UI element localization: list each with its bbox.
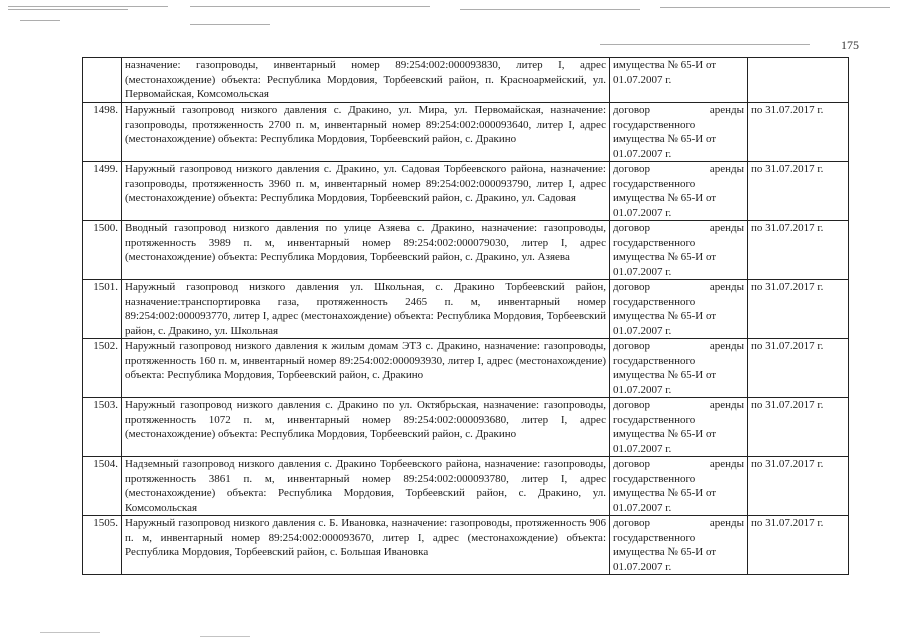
legal-basis — [610, 103, 748, 162]
basis-line — [613, 103, 744, 118]
row-number: 1499. — [83, 162, 122, 221]
table-row — [83, 516, 849, 575]
basis-word: аренды — [709, 104, 744, 116]
basis-word: договор — [613, 517, 650, 529]
row-number: 1498. — [83, 103, 122, 162]
basis-line: 01.07.2007 г. — [613, 73, 672, 86]
basis-line: имущества № 65-И от — [613, 192, 717, 204]
row-number: 1503. — [83, 398, 122, 457]
table-row — [83, 339, 849, 398]
table-row — [83, 162, 849, 221]
object-description: Вводный газопровод низкого давления по улице Азяева с. Дракино, назначение: газопроводы, протяженность 3989 п. м, инвентарный номер 89:254:002:000079030, литер I, адрес (местонахождение) объекта: Республика Мордовия, Торбеевский район, с. Дракино, ул. Азяева — [122, 221, 610, 280]
row-number: 1502. — [83, 339, 122, 398]
basis-line: 01.07.2007 г. — [613, 560, 672, 573]
legal-basis — [610, 516, 748, 575]
basis-word: договор — [613, 222, 650, 234]
basis-line: имущества № 65-И от — [613, 310, 717, 322]
term: по 31.07.2017 г. — [748, 280, 849, 339]
basis-word: договор — [613, 104, 650, 116]
basis-line: имущества № 65-И от — [613, 59, 717, 71]
row-number: 1505. — [83, 516, 122, 575]
basis-word: аренды — [709, 163, 744, 175]
legal-basis — [610, 221, 748, 280]
basis-line — [613, 280, 744, 295]
basis-line: 01.07.2007 г. — [613, 442, 672, 455]
table-row — [83, 280, 849, 339]
basis-word: аренды — [709, 281, 744, 293]
property-registry-table — [82, 57, 849, 575]
table-row — [83, 58, 849, 103]
basis-word: договор — [613, 458, 650, 470]
scan-header-artifacts — [0, 0, 905, 34]
basis-line: государственного — [613, 118, 696, 131]
legal-basis — [610, 58, 748, 103]
basis-word: аренды — [709, 458, 744, 470]
basis-line — [613, 162, 744, 177]
basis-line: 01.07.2007 г. — [613, 383, 672, 396]
term: по 31.07.2017 г. — [748, 339, 849, 398]
term: по 31.07.2017 г. — [748, 221, 849, 280]
basis-line: государственного — [613, 295, 696, 308]
basis-line: 01.07.2007 г. — [613, 265, 672, 278]
term — [748, 58, 849, 103]
basis-line — [613, 516, 744, 531]
basis-line: имущества № 65-И от — [613, 546, 717, 558]
table-row — [83, 457, 849, 516]
basis-line: 01.07.2007 г. — [613, 324, 672, 337]
object-description: Наружный газопровод низкого давления к жилым домам ЭТЗ с. Дракино, назначение: газопроводы, протяженность 160 п. м, инвентарный номер 89:254:002:000093930, литер I, адрес (местонахождение) объекта: Республика Мордовия, Торбеевский район, с. Дракино — [122, 339, 610, 398]
object-description: Наружный газопровод низкого давления с. Дракино, ул. Садовая Торбеевского района, назначение: газопроводы, протяженность 3960 п. м, инвентарный номер 89:254:002:000093790, литер I, адрес (местонахождение) объекта: Республика Мордовия, Торбеевский район, с. Дракино, ул. Садовая — [122, 162, 610, 221]
page-number: 175 — [841, 38, 859, 52]
basis-word: договор — [613, 281, 650, 293]
basis-line: имущества № 65-И от — [613, 133, 717, 145]
basis-line: государственного — [613, 531, 696, 544]
object-description: Наружный газопровод низкого давления с. Дракино по ул. Октябрьская, назначение: газопроводы, протяженность 1072 п. м, инвентарный номер 89:254:002:000093680, литер I, адрес (местонахождение) объекта: Республика Мордовия, Торбеевский район, с. Дракино — [122, 398, 610, 457]
basis-line — [613, 339, 744, 354]
basis-word: договор — [613, 340, 650, 352]
term: по 31.07.2017 г. — [748, 103, 849, 162]
row-number — [83, 58, 122, 103]
basis-line: государственного — [613, 413, 696, 426]
table-row — [83, 221, 849, 280]
basis-line: имущества № 65-И от — [613, 487, 717, 499]
basis-line: 01.07.2007 г. — [613, 147, 672, 160]
basis-line: государственного — [613, 236, 696, 249]
basis-line — [613, 457, 744, 472]
row-number: 1501. — [83, 280, 122, 339]
table-row — [83, 398, 849, 457]
object-description: Надземный газопровод низкого давления с. Дракино Торбеевского района, назначение: газопроводы, протяженность 3861 п. м, инвентарный номер 89:254:002:000093780, литер I, адрес (местонахождение) объекта: Республика Мордовия, Торбеевский район, с. Дракино, ул. Комсомольская — [122, 457, 610, 516]
basis-line: 01.07.2007 г. — [613, 206, 672, 219]
object-description: Наружный газопровод низкого давления с. Дракино, ул. Мира, ул. Первомайская, назначение: газопроводы, протяженность 2700 п. м, инвентарный номер 89:254:002:000093640, литер I, адрес (местонахождение) объекта: Республика Мордовия, Торбеевский район, с. Дракино — [122, 103, 610, 162]
term: по 31.07.2017 г. — [748, 457, 849, 516]
term: по 31.07.2017 г. — [748, 162, 849, 221]
basis-line: государственного — [613, 472, 696, 485]
legal-basis — [610, 280, 748, 339]
table-rows — [83, 103, 849, 575]
basis-line: имущества № 65-И от — [613, 428, 717, 440]
basis-word: аренды — [709, 222, 744, 234]
basis-word: аренды — [709, 517, 744, 529]
basis-line: государственного — [613, 177, 696, 190]
legal-basis — [610, 398, 748, 457]
basis-line: 01.07.2007 г. — [613, 501, 672, 514]
basis-line — [613, 398, 744, 413]
row-number: 1500. — [83, 221, 122, 280]
legal-basis — [610, 339, 748, 398]
object-description: Наружный газопровод низкого давления с. Б. Ивановка, назначение: газопроводы, протяженность 906 п. м, инвентарный номер 89:254:002:000093670, литер I, адрес (местонахождение) объекта: Республика Мордовия, Торбеевский район, с. Большая Ивановка — [122, 516, 610, 575]
table-row — [83, 103, 849, 162]
basis-line: имущества № 65-И от — [613, 251, 717, 263]
basis-line: имущества № 65-И от — [613, 369, 717, 381]
scan-footer-artifacts — [0, 628, 905, 640]
basis-word: договор — [613, 399, 650, 411]
term: по 31.07.2017 г. — [748, 398, 849, 457]
basis-line: государственного — [613, 354, 696, 367]
object-description: Наружный газопровод низкого давления ул. Школьная, с. Дракино Торбеевский район, назначение:транспортировка газа, протяженность 2465 п. м, инвентарный номер 89:254:002:000093770, литер I, адрес (местонахождение) объекта: Республика Мордовия, Торбеевский район, с. Дракино, ул. Школьная — [122, 280, 610, 339]
basis-word: аренды — [709, 399, 744, 411]
term: по 31.07.2017 г. — [748, 516, 849, 575]
object-description: назначение: газопроводы, инвентарный номер 89:254:002:000093830, литер I, адрес (местонахождение) объекта: Республика Мордовия, Торбеевский район, п. Красноармейский, ул. Первомайская, Комсомольская — [122, 58, 610, 103]
basis-line — [613, 221, 744, 236]
row-number: 1504. — [83, 457, 122, 516]
basis-word: аренды — [709, 340, 744, 352]
legal-basis — [610, 162, 748, 221]
legal-basis — [610, 457, 748, 516]
basis-word: договор — [613, 163, 650, 175]
